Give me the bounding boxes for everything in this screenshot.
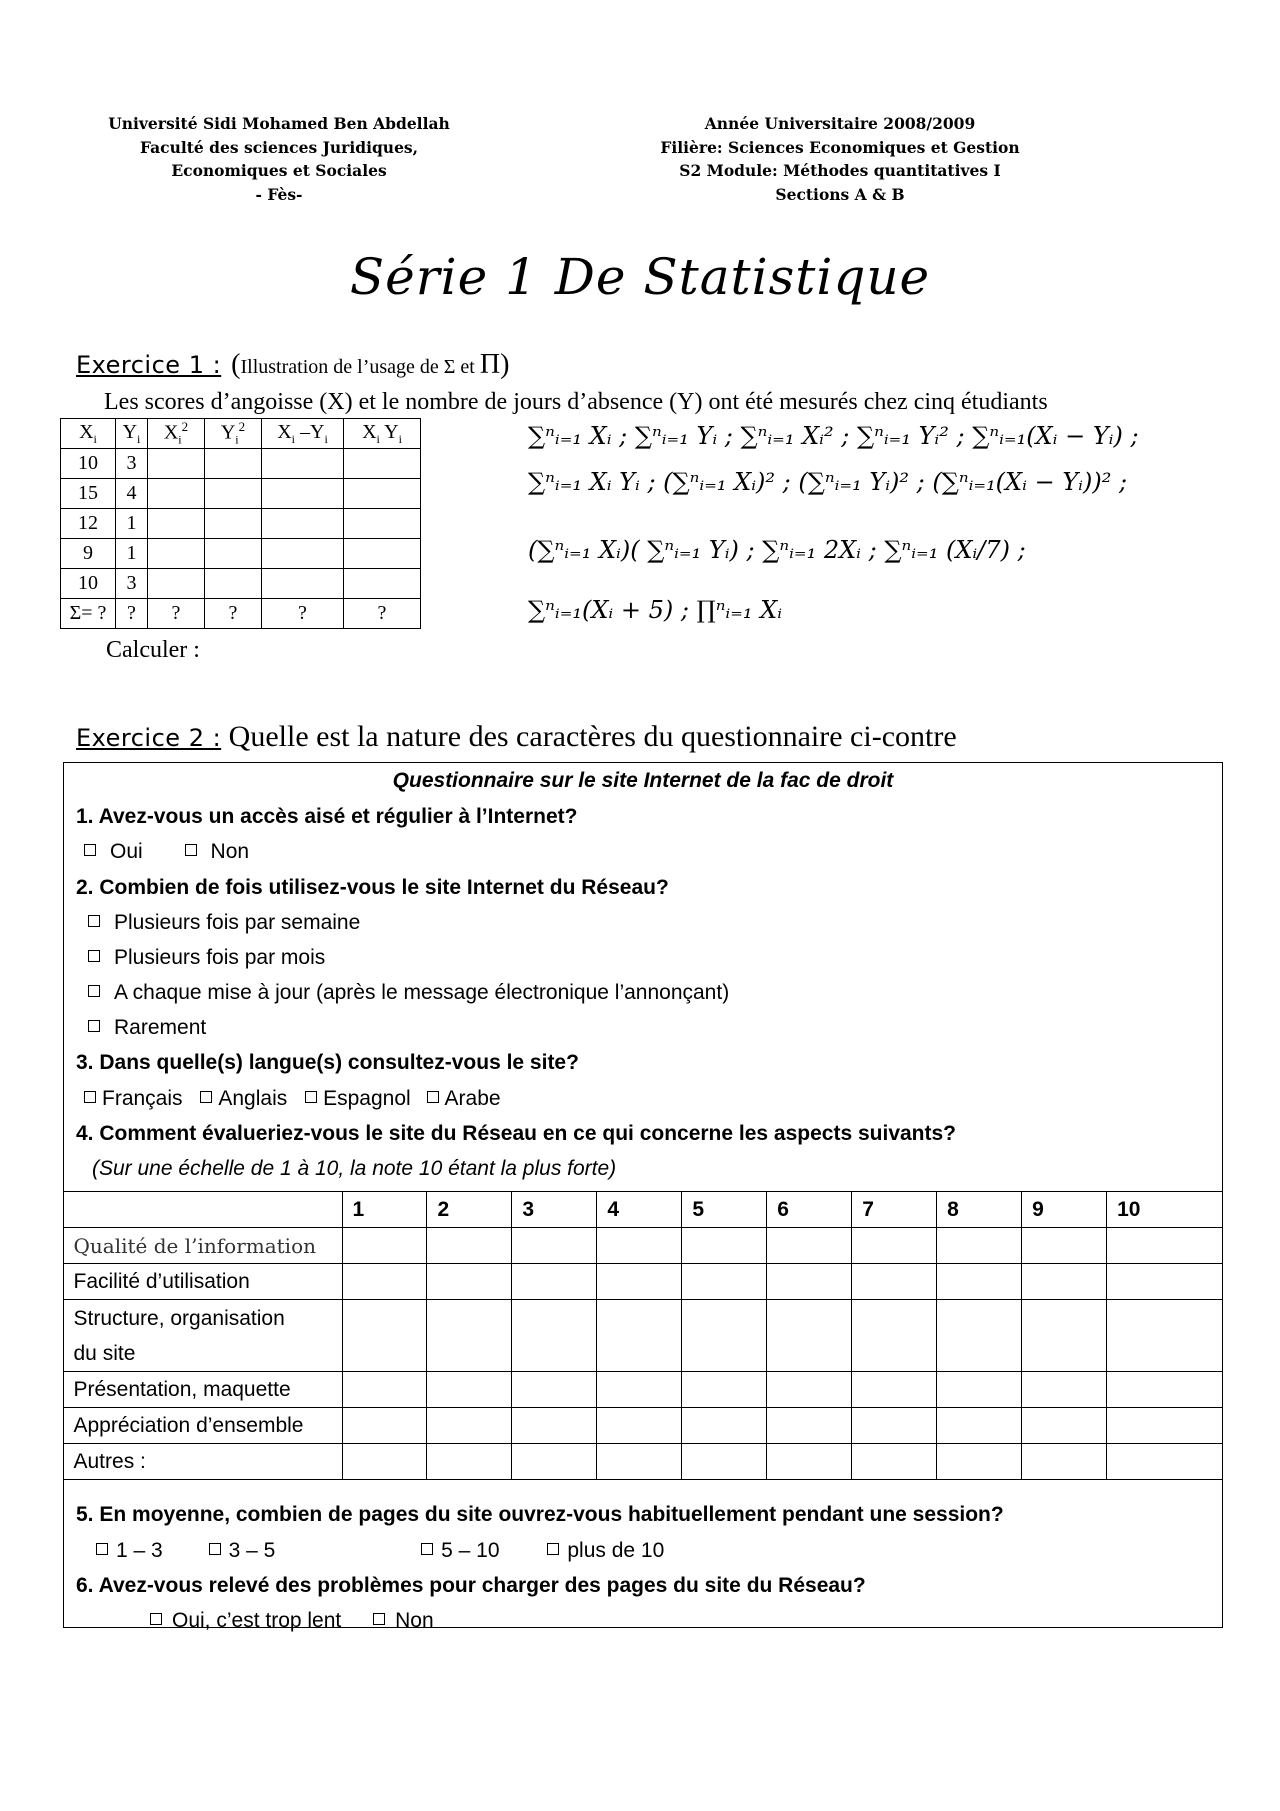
option-label: Rarement xyxy=(114,1016,207,1039)
option-label: 1 – 3 xyxy=(116,1539,163,1562)
formula-line: ∑ⁿᵢ₌₁ Xᵢ Yᵢ ; (∑ⁿᵢ₌₁ Xᵢ)² ; (∑ⁿᵢ₌₁ Yᵢ)² ; (∑ⁿᵢ₌₁(Xᵢ − Yᵢ))² ; xyxy=(528,468,1128,496)
scale-label: 9 xyxy=(1022,1192,1107,1228)
checkbox[interactable] xyxy=(305,1091,317,1103)
col-header-y: $Y_i$ xyxy=(116,419,148,449)
page-title: Série 1 De Statistique xyxy=(349,248,931,306)
table-row xyxy=(61,479,421,509)
question-1: 1. Avez-vous un accès aisé et régulier à l’Internet? xyxy=(76,805,578,828)
aspect-label: Appréciation d’ensemble xyxy=(63,1408,342,1444)
sum-cell: ? xyxy=(148,599,205,629)
cell-y: 4 xyxy=(116,479,148,509)
aspect-label-line: du site xyxy=(73,1341,136,1365)
sections: Sections A & B xyxy=(775,184,905,204)
sum-cell: ? xyxy=(344,599,421,629)
formula-line: (∑ⁿᵢ₌₁ Xᵢ)( ∑ⁿᵢ₌₁ Yᵢ) ; ∑ⁿᵢ₌₁ 2Xᵢ ; ∑ⁿᵢ₌₁ (Xᵢ/7) ; xyxy=(528,536,1026,564)
aspect-label: Qualité de l’information xyxy=(63,1228,342,1264)
pi-symbol: Π xyxy=(479,349,501,380)
checkbox[interactable] xyxy=(150,1613,162,1625)
cell-x: 10 xyxy=(61,569,116,599)
rating-table xyxy=(63,1191,1223,1480)
formula-list xyxy=(528,422,1139,642)
checkbox[interactable] xyxy=(88,915,100,927)
checkbox[interactable] xyxy=(209,1543,221,1555)
exercise1-intro: Les scores d’angoisse (X) et le nombre de jours d’absence (Y) ont été mesurés chez cinq étudiants xyxy=(104,389,1048,415)
option-label: Plusieurs fois par semaine xyxy=(114,911,361,934)
aspect-label: Facilité d’utilisation xyxy=(63,1264,342,1300)
question-2: 2. Combien de fois utilisez-vous le site Internet du Réseau? xyxy=(76,876,669,899)
scale-label: 3 xyxy=(512,1192,597,1228)
col-header-y2: $Y_i^2$ xyxy=(205,419,262,449)
checkbox[interactable] xyxy=(421,1543,433,1555)
checkbox[interactable] xyxy=(84,844,96,856)
option-label: Non xyxy=(395,1609,434,1632)
checkbox[interactable] xyxy=(96,1543,108,1555)
exercise1-label: Exercice 1 : xyxy=(76,351,222,379)
table-row xyxy=(61,449,421,479)
scale-label: 6 xyxy=(767,1192,852,1228)
checkbox[interactable] xyxy=(373,1613,385,1625)
col-header-x: $X_i$ xyxy=(61,419,116,449)
checkbox[interactable] xyxy=(84,1091,96,1103)
scale-label: 8 xyxy=(937,1192,1022,1228)
option-label: Oui xyxy=(110,840,143,863)
rating-row xyxy=(63,1372,1222,1408)
scale-label: 4 xyxy=(597,1192,682,1228)
option-label: plus de 10 xyxy=(567,1539,665,1562)
table-row xyxy=(61,539,421,569)
program-name: Filière: Sciences Economiques et Gestion xyxy=(660,137,1020,157)
exercise2-heading xyxy=(76,720,957,754)
col-header-x-minus-y: $X_i$ $-Y_i$ xyxy=(262,419,344,449)
option-label: Français xyxy=(102,1087,183,1110)
scale-label: 5 xyxy=(682,1192,767,1228)
rating-row xyxy=(63,1264,1222,1300)
checkbox[interactable] xyxy=(547,1543,559,1555)
sum-cell: ? xyxy=(116,599,148,629)
option-label: Non xyxy=(210,840,250,863)
option-label: Oui, c’est trop lent xyxy=(172,1609,342,1632)
option-label: Anglais xyxy=(218,1087,288,1110)
sum-row xyxy=(61,599,421,629)
q2-option xyxy=(80,946,325,970)
exercise2-question: Quelle est la nature des caractères du questionnaire ci-contre xyxy=(228,720,957,753)
city-name: - Fès- xyxy=(255,184,303,204)
checkbox[interactable] xyxy=(88,950,100,962)
option-label: 3 – 5 xyxy=(228,1539,276,1562)
aspect-label: Présentation, maquette xyxy=(63,1372,342,1408)
aspect-label: Autres : xyxy=(63,1444,342,1480)
aspect-label xyxy=(63,1300,342,1372)
sum-cell: ? xyxy=(262,599,344,629)
option-label: A chaque mise à jour (après le message électronique l’annonçant) xyxy=(114,981,730,1004)
rating-row xyxy=(63,1300,1222,1372)
rating-scale-row xyxy=(63,1192,1222,1228)
checkbox[interactable] xyxy=(88,985,100,997)
col-header-x2: $X_i^2$ xyxy=(148,419,205,449)
table-header-row xyxy=(61,419,421,449)
cell-x: 9 xyxy=(61,539,116,569)
q5-options xyxy=(88,1539,664,1563)
university-name: Université Sidi Mohamed Ben Abdellah xyxy=(108,114,450,133)
option-label: 5 – 10 xyxy=(441,1539,500,1562)
option-label: Plusieurs fois par mois xyxy=(114,946,326,969)
module-name: S2 Module: Méthodes quantitatives I xyxy=(679,161,1001,180)
checkbox[interactable] xyxy=(200,1091,212,1103)
cell-x: 15 xyxy=(61,479,116,509)
rating-row xyxy=(63,1408,1222,1444)
checkbox[interactable] xyxy=(185,844,197,856)
questionnaire-box xyxy=(63,762,1223,1632)
cell-x: 12 xyxy=(61,509,116,539)
paren-close: ) xyxy=(500,349,510,380)
q1-options xyxy=(76,840,249,864)
cell-y: 3 xyxy=(116,449,148,479)
cell-y: 3 xyxy=(116,569,148,599)
university-header xyxy=(100,112,458,206)
questionnaire-title: Questionnaire sur le site Internet de la fac de droit xyxy=(392,769,894,792)
q2-option xyxy=(80,981,729,1005)
checkbox[interactable] xyxy=(427,1091,439,1103)
sum-cell: ? xyxy=(205,599,262,629)
question-6: 6. Avez-vous relevé des problèmes pour charger des pages du site du Réseau? xyxy=(76,1574,866,1597)
option-label: Espagnol xyxy=(323,1087,411,1110)
question-4-note: (Sur une échelle de 1 à 10, la note 10 étant la plus forte) xyxy=(92,1157,617,1180)
question-5: 5. En moyenne, combien de pages du site ouvrez-vous habituellement pendant une session? xyxy=(76,1503,1004,1526)
rating-row xyxy=(63,1444,1222,1480)
col-header-xy: $X_i$ $Y_i$ xyxy=(344,419,421,449)
checkbox[interactable] xyxy=(88,1020,100,1032)
q2-option xyxy=(80,1016,206,1040)
paren-open: ( xyxy=(231,349,241,380)
table-row xyxy=(61,569,421,599)
q2-option xyxy=(80,911,360,935)
sum-cell: Σ= ? xyxy=(61,599,116,629)
data-table xyxy=(60,418,421,629)
academic-year: Année Universitaire 2008/2009 xyxy=(704,114,976,133)
option-label: Arabe xyxy=(444,1087,501,1110)
formula-line: ∑ⁿᵢ₌₁ Xᵢ ; ∑ⁿᵢ₌₁ Yᵢ ; ∑ⁿᵢ₌₁ Xᵢ² ; ∑ⁿᵢ₌₁ Yᵢ² ; ∑ⁿᵢ₌₁(Xᵢ − Yᵢ) ; xyxy=(528,422,1139,450)
cell-x: 10 xyxy=(61,449,116,479)
course-header xyxy=(640,112,1040,206)
table-row xyxy=(61,509,421,539)
aspect-label-line: Structure, organisation xyxy=(73,1306,285,1330)
faculty-name-line2: Economiques et Sociales xyxy=(171,161,387,180)
scale-label: 7 xyxy=(852,1192,937,1228)
formula-line: ∑ⁿᵢ₌₁(Xᵢ + 5) ; ∏ⁿᵢ₌₁ Xᵢ xyxy=(528,596,783,624)
scale-label: 1 xyxy=(342,1192,427,1228)
faculty-name-line1: Faculté des sciences Juridiques, xyxy=(139,137,419,157)
exercise1-subtitle: Illustration de l’usage de Σ et xyxy=(240,356,480,378)
cell-y: 1 xyxy=(116,539,148,569)
rating-row xyxy=(63,1228,1222,1264)
q6-options xyxy=(142,1609,434,1633)
question-3: 3. Dans quelle(s) langue(s) consultez-vous le site? xyxy=(76,1051,579,1074)
calculate-label: Calculer : xyxy=(106,637,200,663)
q3-options xyxy=(76,1087,501,1111)
exercise1-heading xyxy=(76,349,509,381)
exercise2-label: Exercice 2 : xyxy=(76,724,222,752)
scale-label: 10 xyxy=(1107,1192,1222,1228)
cell-y: 1 xyxy=(116,509,148,539)
scale-label: 2 xyxy=(427,1192,512,1228)
question-4: 4. Comment évalueriez-vous le site du Réseau en ce qui concerne les aspects suivants? xyxy=(76,1122,957,1145)
